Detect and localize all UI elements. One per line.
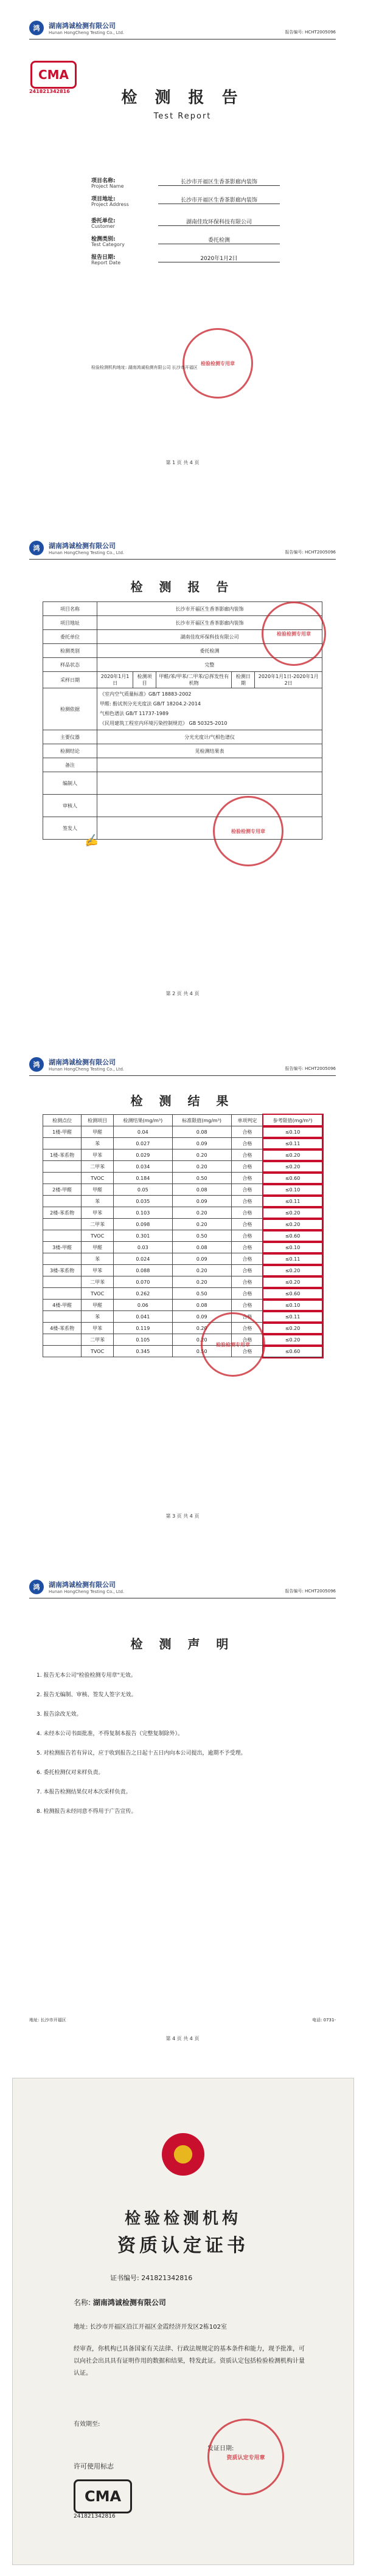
result-cell: 0.103 [113,1207,172,1219]
field-label: 项目名称: [91,178,116,184]
column-header: 参考限值(mg/m³) [263,1115,322,1126]
result-cell: ≤0.20 [263,1323,322,1334]
result-cell: 0.20 [172,1334,231,1346]
result-cell: 0.345 [113,1346,172,1357]
result-cell: ≤0.20 [263,1149,322,1161]
result-cell: 甲醛 [82,1184,114,1196]
sampling-cell: 检测项目 [133,672,156,688]
statement-item: 7. 本报告检测结果仅对本次采样负责。 [36,1789,131,1795]
statement-item: 5. 对检测报告若有异议，应于收到报告之日起十五日内向本公司提出，逾期不予受理。 [36,1750,246,1756]
standard-item: 《室内空气质量标准》GB/T 18883-2002 [100,691,192,697]
result-cell: 合格 [231,1346,263,1357]
result-cell: 0.20 [172,1265,231,1276]
result-cell: 合格 [231,1230,263,1242]
result-cell: ≤0.20 [263,1161,322,1173]
result-cell: ≤0.11 [263,1311,322,1323]
company-logo-icon: 鸿 [29,541,44,555]
report-subtitle: Test Report [153,112,212,121]
statement-item: 6. 委托检测仅对来样负责。 [36,1770,104,1776]
table-row [43,1288,322,1300]
footer-address: 地址: 长沙市开福区 [29,2018,66,2023]
cma-number: 241821342816 [74,2513,116,2519]
result-cell: 甲苯 [82,1323,114,1334]
company-header [29,1580,124,1594]
result-cell: 合格 [231,1138,263,1149]
company-name-en: Hunan HongCheng Testing Co., Ltd. [49,1067,125,1072]
result-cell [43,1138,82,1149]
column-header: 检测结果(mg/m³) [113,1115,172,1126]
result-cell: ≤0.11 [263,1196,322,1207]
field-label-en: Project Name [91,183,124,189]
results-page [0,1045,365,1531]
row-label: 项目地址 [43,616,97,630]
row-label: 检测结论 [43,744,97,758]
certificate-subtitle: 资质认定证书 [117,2235,249,2256]
table-row [43,1149,322,1161]
sign-label: 编制人 [43,772,97,795]
result-cell: 合格 [231,1288,263,1300]
result-cell: TVOC [82,1346,114,1357]
result-cell: 3楼-苯系物 [43,1265,82,1276]
red-stamp: 检验检测专用章 [213,796,283,866]
table-row [43,1311,322,1323]
result-cell: 0.03 [113,1242,172,1253]
result-cell [43,1276,82,1288]
cert-number: 证书编号: 241821342816 [110,2274,193,2282]
statement-item: 4. 未经本公司书面批准，不得复制本报告（完整复制除外）。 [36,1731,183,1737]
result-cell: 合格 [231,1149,263,1161]
cert-description: 经审查，你机构已具备国家有关法律、行政法规规定的基本条件和能力，现予批准，可以向社会出具具有证明作用的数据和结果，特发此证。资质认定包括检验检测机构计量认证。 [74,2346,305,2377]
result-cell: 0.029 [113,1149,172,1161]
red-stamp: 检验检测专用章 [262,601,326,666]
result-cell: 0.50 [172,1346,231,1357]
result-cell: TVOC [82,1230,114,1242]
cert-issuer: 许可使用标志 [74,2462,114,2470]
field-label-en: Project Address [91,202,129,207]
result-cell: 合格 [231,1276,263,1288]
result-cell: 苯 [82,1311,114,1323]
standard-item: 《民用建筑工程室内环境污染控制规范》 GB 50325-2010 [100,721,228,726]
table-row [43,1323,322,1334]
table-row [43,1184,322,1196]
field-label-en: Report Date [91,260,121,265]
result-cell: 0.105 [113,1334,172,1346]
sign-value [97,772,322,795]
result-cell: 0.09 [172,1196,231,1207]
result-cell: 0.50 [172,1173,231,1184]
row-value: 委托检测 [97,644,322,658]
result-cell: 0.08 [172,1242,231,1253]
result-cell: 0.50 [172,1230,231,1242]
row-value: 见检测结果表 [97,744,322,758]
result-cell: 合格 [231,1334,263,1346]
company-logo-icon: 鸿 [29,21,44,35]
result-cell: 合格 [231,1242,263,1253]
sampling-cell: 检测日期 [232,672,255,688]
result-cell: ≤0.11 [263,1138,322,1149]
certificate-title: 检验检测机构 [124,2210,242,2228]
national-emblem-icon [162,2133,204,2176]
result-cell: 1楼-苯系物 [43,1149,82,1161]
field-value: 委托检测 [158,236,280,244]
table-row [43,1334,322,1346]
table-row [43,1346,322,1357]
result-cell: ≤0.60 [263,1230,322,1242]
result-cell [43,1173,82,1184]
signature: ✍ [83,834,99,849]
result-cell: 0.119 [113,1323,172,1334]
company-logo-icon: 鸿 [29,1057,44,1072]
result-cell: 合格 [231,1219,263,1230]
company-name-en: Hunan HongCheng Testing Co., Ltd. [49,30,125,35]
result-cell: 0.034 [113,1161,172,1173]
table-row [43,672,322,688]
field-label: 项目地址: [91,196,116,202]
cert-name: 名称: 湖南鸿诚检测有限公司 [74,2298,166,2307]
row-label: 备注 [43,758,97,772]
sampling-cell: 采样日期 [43,672,97,688]
statement-item: 2. 报告无编制、审核、签发人签字无效。 [36,1692,137,1698]
cert-address: 地址: 长沙市开福区沿江开福区金霞经济开发区2栋102室 [74,2324,228,2331]
result-cell: 0.070 [113,1276,172,1288]
result-cell: 0.088 [113,1265,172,1276]
result-cell: 0.20 [172,1219,231,1230]
result-cell: 合格 [231,1196,263,1207]
table-row [43,1196,322,1207]
page-number: 第 2 页 共 4 页 [165,991,200,996]
result-cell: 3楼-甲醛 [43,1242,82,1253]
statement-item: 3. 报告涂改无效。 [36,1711,82,1718]
result-cell: 0.20 [172,1161,231,1173]
result-cell: 二甲苯 [82,1276,114,1288]
table-row [43,1276,322,1288]
report-number: 报告编号: HCHT2005096 [285,30,336,35]
company-header [29,21,124,35]
company-name-en: Hunan HongCheng Testing Co., Ltd. [49,1589,125,1594]
row-label: 样品状态 [43,658,97,672]
result-cell: 0.024 [113,1253,172,1265]
result-cell: 0.08 [172,1184,231,1196]
row-value: 完整 [97,658,322,672]
result-cell: 二甲苯 [82,1161,114,1173]
company-logo-icon: 鸿 [29,1580,44,1594]
row-label: 检测依据 [43,688,97,730]
field-label-en: Customer [91,224,115,229]
column-header: 单项判定 [231,1115,263,1126]
result-cell: ≤0.10 [263,1126,322,1138]
company-name-en: Hunan HongCheng Testing Co., Ltd. [49,550,125,555]
result-cell: 甲醛 [82,1126,114,1138]
result-cell: 0.027 [113,1138,172,1149]
sign-value [97,817,322,840]
footer-phone: 电话: 0731- [312,2018,336,2023]
sampling-cell: 2020年1月1日-2020年1月2日 [255,672,322,688]
result-cell [43,1346,82,1357]
red-stamp: 检验检测专用章 [182,328,253,399]
result-cell: ≤0.10 [263,1184,322,1196]
red-stamp: 资质认定专用章 [207,2419,284,2495]
field-value: 长沙市开福区生香茶影廊内装饰 [158,177,280,186]
result-cell: ≤0.20 [263,1265,322,1276]
field-label: 检测类别: [91,236,116,242]
cert-date: 发证日期: [207,2445,234,2452]
result-cell [43,1230,82,1242]
sign-label: 签发人 [43,817,97,840]
report-number: 报告编号: HCHT2005096 [285,1589,336,1594]
result-cell: 0.08 [172,1126,231,1138]
result-cell [43,1288,82,1300]
result-cell [43,1219,82,1230]
row-label: 检测类别 [43,644,97,658]
result-cell: 4楼-甲醛 [43,1300,82,1311]
result-cell: 0.08 [172,1300,231,1311]
report-title: 检 测 报 告 [130,580,235,594]
table-row [43,1230,322,1242]
header-rule [29,559,336,560]
header-rule [29,1075,336,1076]
row-value [97,758,322,772]
table-row [43,688,322,730]
result-cell: 合格 [231,1161,263,1173]
standards-cell [97,688,322,730]
company-name: 湖南鸿诚检测有限公司 [49,542,116,550]
table-row [43,758,322,772]
table-row [43,1138,322,1149]
results-table [43,1114,322,1357]
table-row [43,795,322,817]
result-cell: 2楼-苯系物 [43,1207,82,1219]
row-label: 主要仪器 [43,730,97,744]
field-label: 委托单位: [91,218,116,224]
result-cell: 0.098 [113,1219,172,1230]
result-cell: 合格 [231,1265,263,1276]
result-cell: ≤0.10 [263,1300,322,1311]
table-row [43,1161,322,1173]
result-cell: 0.09 [172,1311,231,1323]
row-value: 长沙市开福区生香茶影廊内装饰 [97,616,322,630]
table-row [43,1300,322,1311]
column-header: 检测项目 [82,1115,114,1126]
result-cell: 合格 [231,1184,263,1196]
cma-number: 241821342816 [29,89,70,94]
result-cell: 0.06 [113,1300,172,1311]
table-row [43,1242,322,1253]
result-cell: 0.05 [113,1184,172,1196]
page-number: 第 1 页 共 4 页 [165,460,200,465]
statement-list [36,1671,328,1826]
table-row [43,744,322,758]
result-cell [43,1253,82,1265]
company-header [29,1057,124,1072]
statement-item: 1. 报告无本公司"检验检测专用章"无效。 [36,1673,136,1679]
company-header [29,541,124,555]
table-row [43,1253,322,1265]
field-value: 2020年1月2日 [158,254,280,262]
standard-item: 气相色谱法 GB/T 11737-1989 [100,711,169,716]
column-header: 检测点位 [43,1115,82,1126]
column-header: 标准限值(mg/m³) [172,1115,231,1126]
row-value: 湖南佳玫环保科技有限公司 [97,630,322,644]
table-row [43,1126,322,1138]
standard-item: 甲醛: 酚试剂分光光度法 GB/T 18204.2-2014 [100,701,201,707]
result-cell: ≤0.20 [263,1207,322,1219]
row-value: 分光光度计/气相色谱仪 [97,730,322,744]
table-row [43,772,322,795]
result-cell: 0.035 [113,1196,172,1207]
statement-page [0,1567,365,2054]
sampling-cell: 2020年1月1日 [97,672,133,688]
report-title: 检 测 报 告 [121,89,244,107]
row-value: 长沙市开福区生香茶影廊内装饰 [97,602,322,616]
field-value: 湖南佳玫环保科技有限公司 [158,218,280,226]
result-cell: 0.20 [172,1149,231,1161]
report-number: 报告编号: HCHT2005096 [285,1066,336,1071]
result-cell: 苯 [82,1138,114,1149]
sign-label: 审核人 [43,795,97,817]
result-cell: 0.20 [172,1207,231,1219]
result-cell: 合格 [231,1311,263,1323]
result-cell: ≤0.60 [263,1346,322,1357]
result-cell: ≤0.20 [263,1276,322,1288]
page-number: 第 3 页 共 4 页 [165,1513,200,1519]
qualification-certificate [12,2078,354,2565]
result-cell: 合格 [231,1173,263,1184]
field-label: 报告日期: [91,255,116,261]
result-cell: 0.04 [113,1126,172,1138]
result-cell: 4楼-苯系物 [43,1323,82,1334]
result-cell: 甲苯 [82,1265,114,1276]
field-label-en: Test Category [91,242,125,247]
testing-address: 检验检测机构地址: 湖南鸿诚检测有限公司 长沙市开福区 [91,365,198,370]
result-cell: 0.50 [172,1288,231,1300]
result-cell: 1楼-甲醛 [43,1126,82,1138]
result-cell: 0.184 [113,1173,172,1184]
result-cell: 苯 [82,1196,114,1207]
company-name: 湖南鸿诚检测有限公司 [49,1058,116,1066]
result-cell: 0.09 [172,1138,231,1149]
cma-logo: CMA [74,2479,132,2513]
result-cell: 二甲苯 [82,1219,114,1230]
sampling-cell: 甲醛/苯/甲苯/二甲苯/总挥发性有机物 [156,672,232,688]
red-stamp: 检验检测专用章 [201,1312,265,1377]
table-row [43,730,322,744]
page-number: 第 4 页 共 4 页 [165,2036,200,2041]
result-cell: 苯 [82,1253,114,1265]
result-cell: TVOC [82,1288,114,1300]
result-cell: 0.301 [113,1230,172,1242]
result-cell [43,1334,82,1346]
table-row [43,1265,322,1276]
result-cell: 0.20 [172,1323,231,1334]
result-cell: ≤0.60 [263,1288,322,1300]
result-cell: 0.09 [172,1253,231,1265]
result-cell: ≤0.11 [263,1253,322,1265]
result-cell [43,1161,82,1173]
row-label: 项目名称 [43,602,97,616]
table-row [43,1173,322,1184]
company-name: 湖南鸿诚检测有限公司 [49,1581,116,1589]
sign-value [97,795,322,817]
result-cell: 2楼-甲醛 [43,1184,82,1196]
result-cell [43,1311,82,1323]
report-number: 报告编号: HCHT2005096 [285,550,336,555]
report-page [0,522,365,1009]
field-value: 长沙市开福区生香茶影廊内装饰 [158,196,280,204]
table-row [43,1207,322,1219]
result-cell [43,1196,82,1207]
result-cell: ≤0.10 [263,1242,322,1253]
row-label: 委托单位 [43,630,97,644]
result-cell: ≤0.20 [263,1219,322,1230]
result-cell: 合格 [231,1126,263,1138]
result-cell: 合格 [231,1253,263,1265]
result-cell: 二甲苯 [82,1334,114,1346]
result-cell: 甲苯 [82,1149,114,1161]
result-cell: 合格 [231,1207,263,1219]
result-cell: ≤0.20 [263,1334,322,1346]
company-name: 湖南鸿诚检测有限公司 [49,22,116,30]
statement-item: 8. 检测报告未经同意不得用于广告宣传。 [36,1809,137,1815]
cert-valid: 有效期至: [74,2421,100,2428]
result-cell: 0.041 [113,1311,172,1323]
cma-logo: CMA [30,61,77,89]
result-cell: 0.262 [113,1288,172,1300]
cover-page [0,0,365,486]
result-cell: TVOC [82,1173,114,1184]
table-row [43,1219,322,1230]
result-cell: 合格 [231,1323,263,1334]
result-cell: 0.20 [172,1276,231,1288]
result-cell: 合格 [231,1300,263,1311]
result-cell: 甲醛 [82,1242,114,1253]
statement-title: 检 测 声 明 [130,1637,235,1651]
result-cell: 甲苯 [82,1207,114,1219]
result-cell: ≤0.60 [263,1173,322,1184]
result-cell: 甲醛 [82,1300,114,1311]
results-title: 检 测 结 果 [130,1094,235,1108]
